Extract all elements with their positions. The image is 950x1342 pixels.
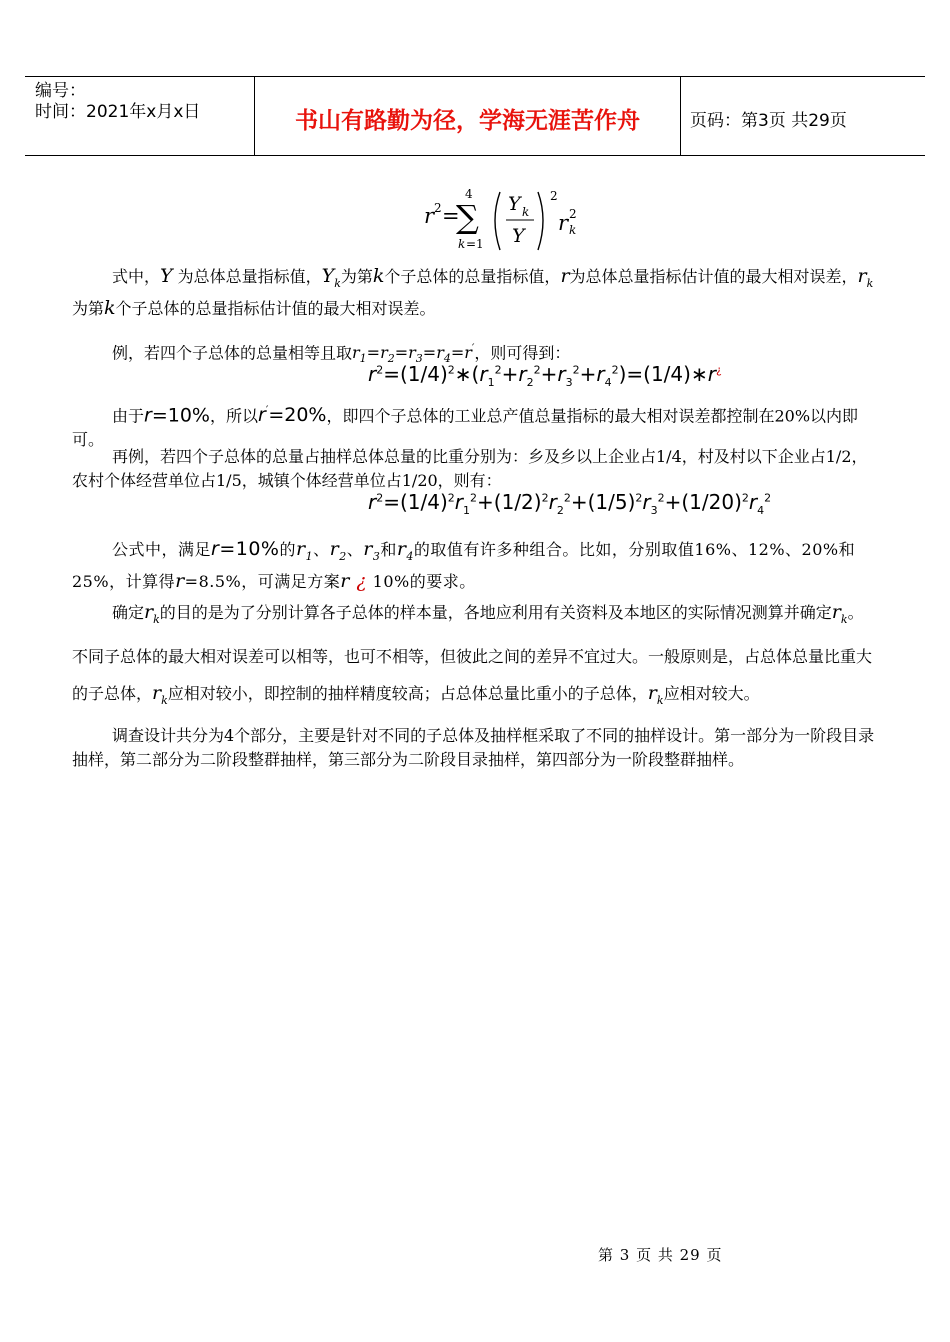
paragraph [72,537,878,594]
svg-text:r: r [558,211,569,235]
svg-text:k: k [458,237,466,251]
paragraph [72,594,878,719]
svg-text:Y: Y [508,193,521,215]
text: 10%的要求。 [372,571,476,591]
math-value: =10% [151,404,210,427]
text: 应相对较小，即控制的抽样精度较高；占总体总量比重小的子总体， [167,683,648,703]
svg-text:r: r [424,204,435,228]
doc-number-label: 编号： [35,81,86,101]
text: 例，若四个子总体的总量相等且取 [112,343,353,363]
text: 为总体总量指标值， [177,267,322,286]
text: 。不同子总体的最大相对误差可以相等，也可不相等，但彼此之间的差异不宜过大。一般原则是，占总体总量比重大的子总体， [72,603,873,703]
header-page-label: 页码：第3页 共29页 [690,111,847,131]
page-header [25,76,925,156]
header-bottom-rule [25,155,925,156]
text: 为总体总量指标估计值的最大相对误差， [569,267,858,286]
math-rprime-value: r′=20% [258,404,327,427]
page-footer: 第 3 页 共 29 页 [598,1246,723,1264]
math-rk: $r_k$ [647,681,664,707]
math-r1: $r_1$ [296,538,314,563]
math-value: =20% [268,404,327,427]
math-value: =10% [219,538,280,560]
header-divider [680,76,681,156]
text: 个子总体的总量指标估计值的最大相对误差。 [115,298,436,318]
svg-text:∑: ∑ [456,198,479,236]
math-Yk: $Y_k$ [321,265,341,290]
text: 调查设计共分为4个部分，主要是针对不同的子总体及抽样框采取了不同的抽样设计。第一部分为一阶段目录抽样，第二部分为二阶段整群抽样，第三部分为二阶段目录抽样，第四部分为一阶段整群抽样。 [72,726,875,769]
text: 公式中，满足 [112,540,212,559]
formula-sum [420,186,590,260]
text: 、 [346,540,364,559]
svg-text:4: 4 [465,187,473,201]
text: ，则可得到： [474,343,571,363]
text: 为第 [340,267,373,286]
math-r: r [560,265,570,287]
math-rk: $r_k$ [857,265,874,290]
text: ，即四个子总体的工业总产值总量指标的最大相对误差都控制在20%以内即可。 [72,406,859,450]
text: 、 [313,540,330,559]
math-r: r [175,569,185,592]
doc-time-label: 时间：2021年x月x日 [35,102,201,122]
paragraph [72,264,878,321]
text: 由于 [112,406,145,426]
svg-text:2: 2 [550,189,558,203]
svg-text:=: = [442,204,460,228]
formula-equal-weights: $r^2=(1/4)^2∗(r_1^2+r_2^2+r_3^2+r_4^2)=(1/4)∗r^¿$ [368,362,722,389]
math-r-value: r=10% [211,538,280,560]
svg-text:2: 2 [434,201,442,215]
math-rk: $r_k$ [831,601,848,626]
text: 再例，若四个子总体的总量占抽样总体总量的比重分别为：乡及乡以上企业占1/4，村及村以下企业占1/2，农村个体经营单位占1/5，城镇个体经营单位占1/20，则有： [72,447,868,490]
text: 的 [279,540,296,559]
svg-text:Y: Y [512,225,525,247]
text: 为第 [72,298,105,318]
math-r3: $r_3$ [363,538,381,563]
text: 确定 [112,603,145,622]
svg-text:k: k [569,223,577,237]
math-k: k [372,265,385,287]
header-motto: 书山有路勤为径，学海无涯苦作舟 [295,108,640,134]
text: ，所以 [209,406,258,426]
math-r2: $r_2$ [329,538,347,563]
math-Y: Y [160,265,173,287]
header-top-rule [25,76,925,77]
text: 应相对较大。 [663,683,760,703]
text: 和 [380,540,397,559]
math-r: r ¿ [340,569,368,592]
svg-text:2: 2 [569,207,577,221]
math-k: k [104,296,116,319]
paragraph [72,445,878,493]
math-equal-rs: $r_1=r_2=r_3=r_4=r'$ [352,342,475,366]
header-meta [35,81,200,123]
svg-text:k: k [522,205,530,219]
math-r4: $r_4$ [396,538,414,563]
text: 的取值有许多种组合。比如，分别取值16%、12%、20%和25%，计算得 [72,540,856,591]
formula-weighted: $r^2=(1/4)^2r_1^2+(1/2)^2r_2^2+(1/5)^2r_3^2+(1/20)^2r_4^2$ [368,490,772,517]
paragraph [72,724,878,772]
text: 的目的是为了分别计算各子总体的样本量，各地应利用有关资料及本地区的实际情况测算并确定 [159,603,832,622]
math-rk: $r_k$ [144,601,160,626]
text: 式中， [112,267,161,286]
math-rk: $r_k$ [152,681,168,707]
text: =8.5%，可满足方案 [184,571,341,591]
svg-text:=1: =1 [466,237,484,251]
math-r-value: r=10% [144,404,210,427]
text: 个子总体的总量指标值， [384,267,561,286]
